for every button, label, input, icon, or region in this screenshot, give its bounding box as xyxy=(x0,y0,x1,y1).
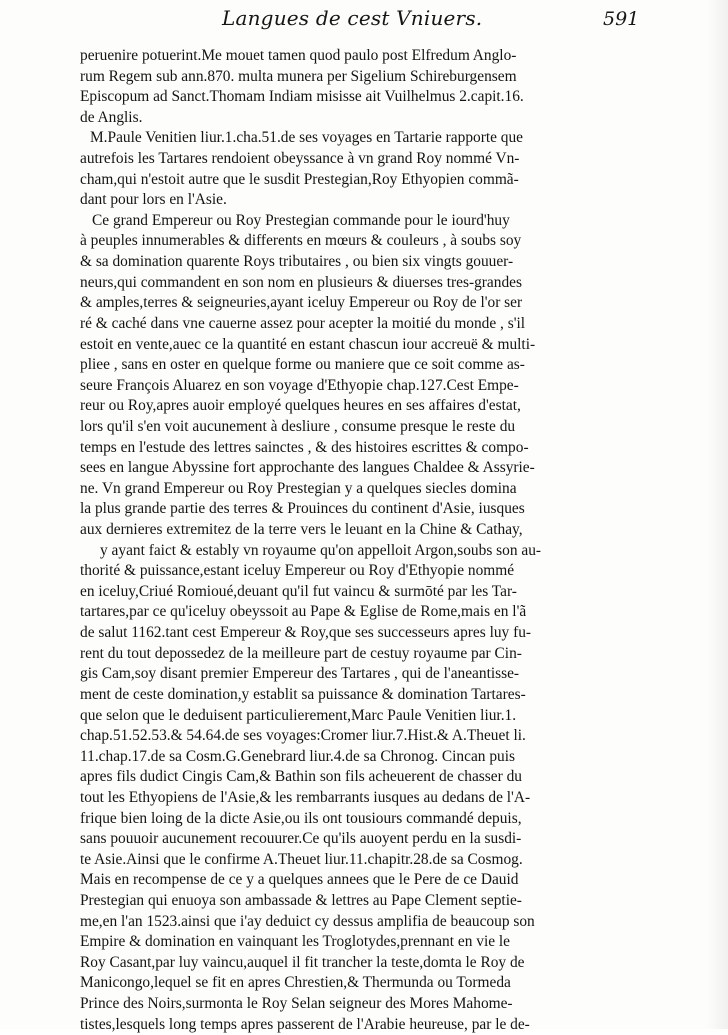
text-line: Mais en recompense de ce y a quelques annees que le Pere de ce Dauid xyxy=(80,871,519,889)
text-line: temps en l'estude des lettres sainctes , & des histoires escrittes & compo- xyxy=(80,438,529,456)
text-line: & sa domination quarente Roys tributaires , ou bien six vingts gouuer- xyxy=(80,253,514,271)
text-line: Prince des Noirs,surmonta le Roy Selan seigneur des Mores Mahome- xyxy=(80,995,513,1013)
text-line: Episcopum ad Sanct.Thomam Indiam misisse ait Vuilhelmus 2.capit.16. xyxy=(80,88,524,106)
text-line: de Anglis. xyxy=(80,108,143,126)
text-line: la plus grande partie des terres & Prouinces du continent d'Asie, iusques xyxy=(80,500,525,518)
text-line: neurs,qui commandent en son nom en plusieurs & diuerses tres-grandes xyxy=(80,273,522,291)
text-line: thorité & puissance,estant iceluy Empereur ou Roy d'Ethyopie nommé xyxy=(80,562,515,580)
text-line: y ayant faict & estably vn royaume qu'on appelloit Argon,soubs son au- xyxy=(100,541,542,559)
text-line: Roy Casant,par luy vaincu,auquel il fit trancher la teste,domta le Roy de xyxy=(80,953,525,971)
text-line: aux dernieres extremitez de la terre vers le leuant en la Chine & Cathay, xyxy=(80,521,523,539)
text-line: sans pouuoir aucunement recouurer.Ce qu'ils auoyent perdu en la susdi- xyxy=(80,830,522,848)
text-line: Ce grand Empereur ou Roy Prestegian commande pour le iourd'huy xyxy=(92,211,510,229)
text-line: seure François Aluarez en son voyage d'Ethyopie chap.127.Cest Empe- xyxy=(80,376,519,394)
page-gutter-shade xyxy=(706,0,728,1029)
text-line: frique bien loing de la dicte Asie,ou ils ont tousiours commandé depuis, xyxy=(80,809,522,827)
page-number: 591 xyxy=(603,8,640,30)
text-line: apres fils dudict Cingis Cam,& Bathin son fils acheuerent de chasser du xyxy=(80,768,522,786)
text-line: dant pour lors en l'Asie. xyxy=(80,191,227,209)
text-line: estoit en vente,auec ce la quantité en estant chascun iour accreuë & multi- xyxy=(80,335,536,353)
running-head: Langues de cest Vniuers. xyxy=(222,6,483,30)
text-line: en iceluy,Criué Romioué,deuant qu'il fut vaincu & surmōté par les Tar- xyxy=(80,582,517,600)
text-line: M.Paule Venitien liur.1.cha.51.de ses voyages en Tartarie rapporte que xyxy=(90,129,524,147)
text-line: ré & caché dans vne cauerne assez pour acepter la moitié du monde , s'il xyxy=(80,314,526,332)
text-line: cham,qui n'estoit autre que le susdit Prestegian,Roy Ethyopien commã- xyxy=(80,170,519,188)
text-line: me,en l'an 1523.ainsi que i'ay deduict cy dessus amplifia de beaucoup son xyxy=(80,912,535,930)
text-line: autrefois les Tartares rendoient obeyssance à vn grand Roy nommé Vn- xyxy=(80,150,520,168)
text-line: te Asie.Ainsi que le confirme A.Theuet liur.11.chapitr.28.de sa Cosmog. xyxy=(80,850,523,868)
text-line: pliee , sans en oster en quelque forme ou maniere que ce soit comme as- xyxy=(80,356,525,374)
text-line: tistes,lesquels long temps apres passerent de l'Arabie heureuse, par le de- xyxy=(80,1015,530,1033)
body-text xyxy=(82,46,612,1035)
text-line: Manicongo,lequel se fit en apres Chrestien,& Thermunda ou Tormeda xyxy=(80,974,511,992)
text-line: reur ou Roy,apres auoir employé quelques heures en ses affaires d'estat, xyxy=(80,397,521,415)
text-line: gis Cam,soy disant premier Empereur des Tartares , qui de l'aneantisse- xyxy=(80,665,520,683)
text-line: chap.51.52.53.& 54.64.de ses voyages:Cromer liur.7.Hist.& A.Theuet li. xyxy=(80,727,526,745)
text-line: 11.chap.17.de sa Cosm.G.Genebrard liur.4.de sa Chronog. Cincan puis xyxy=(80,747,515,765)
text-line: rent du tout depossedez de la meilleure part de cestuy royaume par Cin- xyxy=(80,644,522,662)
text-line: à peuples innumerables & differents en mœurs & couleurs , à soubs soy xyxy=(80,232,522,250)
text-line: lors qu'il s'en voit aucunement à desliure , consume presque le reste du xyxy=(80,417,516,435)
page-header xyxy=(0,2,728,42)
text-line: rum Regem sub ann.870. multa munera per Sigelium Schireburgensem xyxy=(80,67,517,85)
text-line: tartares,par ce qu'iceluy obeyssoit au Pape & Eglise de Rome,mais en l'ã xyxy=(80,603,527,621)
text-line: ment de ceste domination,y establit sa puissance & domination Tartares- xyxy=(80,685,526,703)
text-line: Prestegian qui enuoya son ambassade & lettres au Pape Clement septie- xyxy=(80,891,522,909)
text-line: Empire & domination en vainquant les Troglotydes,prennant en vie le xyxy=(80,933,511,951)
text-line: peruenire potuerint.Me mouet tamen quod paulo post Elfredum Anglo- xyxy=(80,47,517,64)
text-line: tout les Ethyopiens de l'Asie,& les rembarrants iusques au dedans de l'A- xyxy=(80,788,531,806)
text-line: ne. Vn grand Empereur ou Roy Prestegian y a quelques siecles domina xyxy=(80,479,517,497)
text-line: & amples,terres & seigneuries,ayant iceluy Empereur ou Roy de l'or ser xyxy=(80,294,523,312)
text-line: que selon que le deduisent particulierement,Marc Paule Venitien liur.1. xyxy=(80,706,517,724)
text-line: de salut 1162.tant cest Empereur & Roy,que ses successeurs apres luy fu- xyxy=(80,624,532,642)
text-line: sees en langue Abyssine fort approchante des langues Chaldee & Assyrie- xyxy=(80,459,535,477)
